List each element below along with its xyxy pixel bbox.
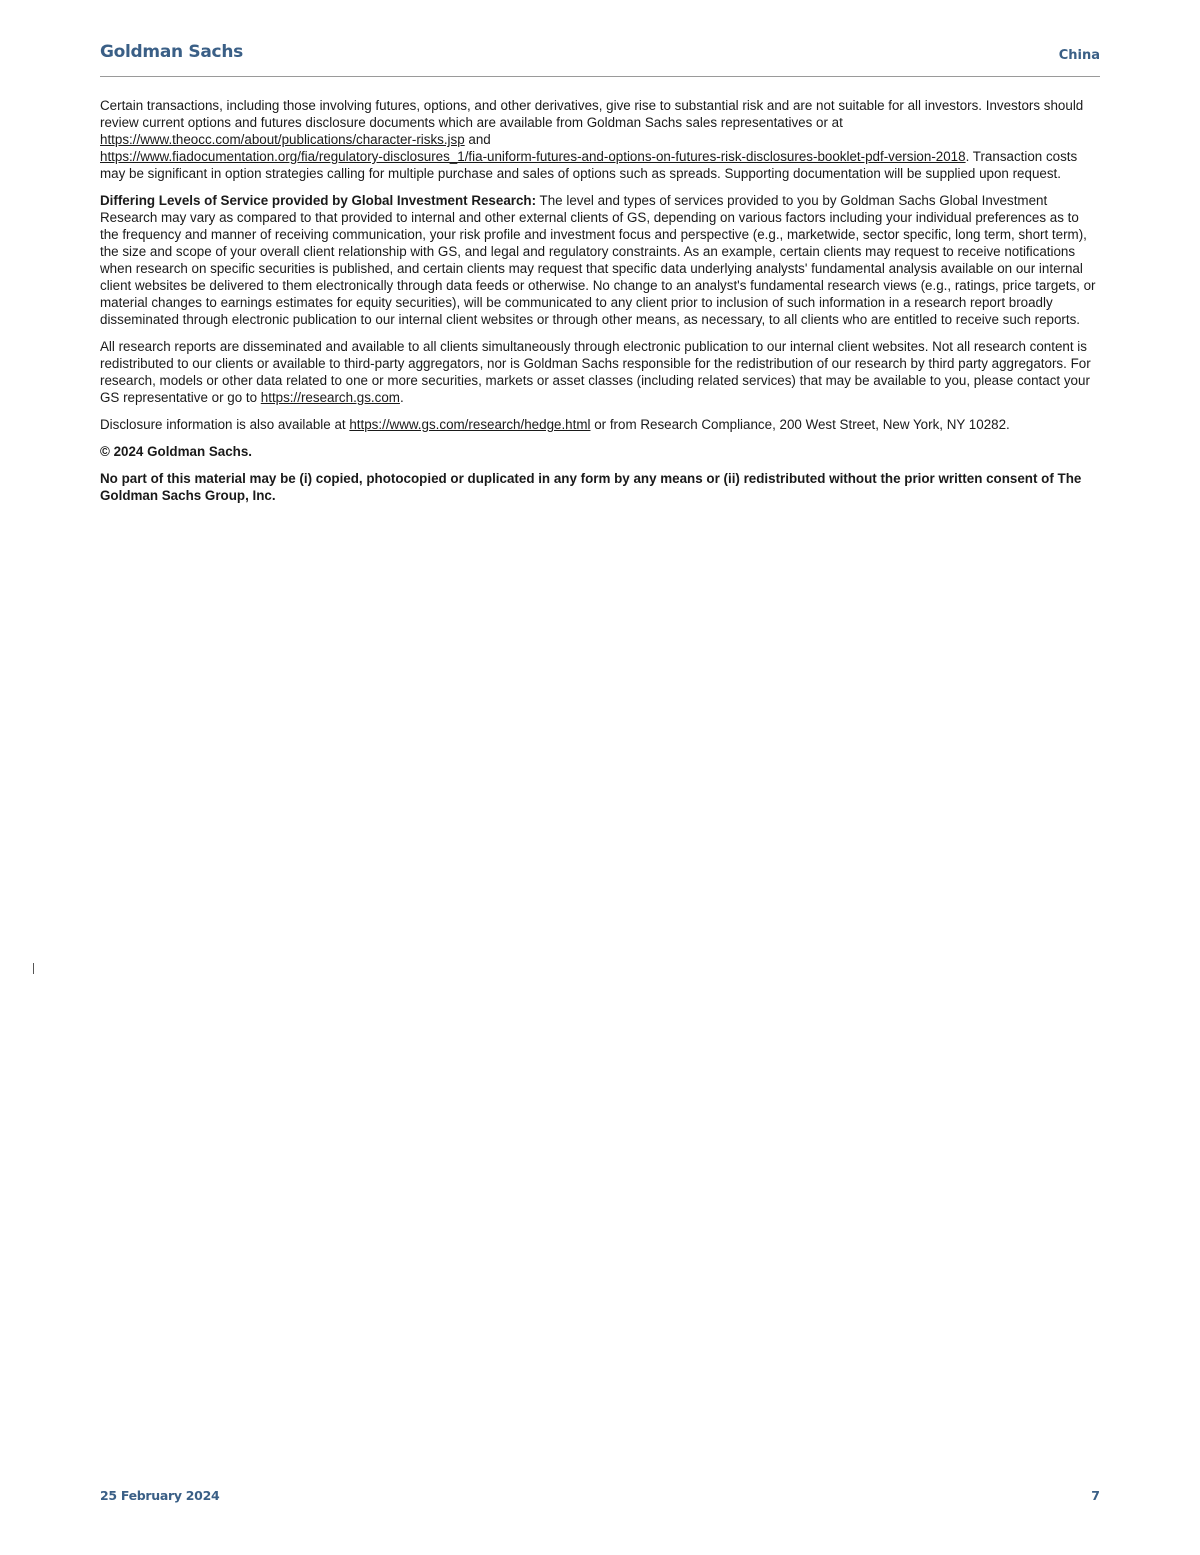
margin-mark: [33, 963, 34, 974]
dissemination-paragraph: [100, 338, 1100, 406]
research-portal-link[interactable]: https://research.gs.com: [260, 390, 400, 405]
disclosure-info-text-1: Disclosure information is also available at: [100, 417, 350, 432]
footer-date: 25 February 2024: [100, 1488, 220, 1503]
service-levels-paragraph: [100, 192, 1100, 328]
service-levels-text: The level and types of services provided to you by Goldman Sachs Global Investment Research may vary as compared to that provided to internal and other external clients of GS, depending on various factors including your individual preferences as to the frequency and manner of receiving communication, your risk profile and investment focus and perspective (e.g., marketwide, sector specific, long term, short term), the size and scope of your overall client relationship with GS, and legal and regulatory constraints. As an example, certain clients may request to receive notifications when research on specific securities is published, and certain clients may request that specific data underlying analysts' fundamental analysis available on our internal client websites be delivered to them electronically through data feeds or otherwise. No change to an analyst's fundamental research views (e.g., ratings, price targets, or material changes to earnings estimates for equity securities), will be communicated to any client prior to inclusion of such information in a research report broadly disseminated through electronic publication to our internal client websites or through other means, as necessary, to all clients who are entitled to receive such reports.: [100, 193, 1096, 327]
region-label: China: [1058, 48, 1100, 63]
occ-risk-link[interactable]: https://www.theocc.com/about/publications/character-risks.jsp: [100, 132, 465, 147]
derivatives-paragraph: [100, 97, 1100, 182]
derivatives-text-3: . Transaction costs may be significant in option strategies calling for multiple purchase and sales of options such as spreads. Supporting documentation will be supplied upon request.: [100, 149, 1078, 181]
disclosure-info-paragraph: [100, 416, 1100, 433]
disclosure-info-text-2: or from Research Compliance, 200 West Street, New York, NY 10282.: [590, 417, 1010, 432]
fia-disclosure-link[interactable]: https://www.fiadocumentation.org/fia/regulatory-disclosures_1/fia-uniform-futures-and-options-on-futures-risk-disclosures-booklet-pdf-version-2018: [100, 149, 966, 164]
dissemination-text-2: .: [399, 390, 404, 405]
brand-name: Goldman Sachs: [100, 42, 243, 62]
dissemination-text-1: All research reports are disseminated and available to all clients simultaneously through electronic publication to our internal client websites. Not all research content is redistributed to our clients or available to third-party aggregators, nor is Goldman Sachs responsible for the redistribution of our research by third party aggregators. For research, models or other data related to one or more securities, markets or asset classes (including related services) that may be available to you, please contact your GS representative or go to: [100, 339, 1091, 405]
derivatives-text-1: Certain transactions, including those involving futures, options, and other derivatives, give rise to substantial risk and are not suitable for all investors. Investors should review current options and futures disclosure documents which are available from Goldman Sachs sales representatives or at: [100, 98, 1084, 130]
disclosure-body: [100, 97, 1100, 514]
service-levels-heading: Differing Levels of Service provided by Global Investment Research:: [100, 193, 537, 208]
page-number: 7: [1091, 1488, 1100, 1503]
page-header: [100, 40, 1100, 77]
derivatives-text-2: and: [464, 132, 491, 147]
reproduction-notice: No part of this material may be (i) copied, photocopied or duplicated in any form by any means or (ii) redistributed without the prior written consent of The Goldman Sachs Group, Inc.: [100, 471, 1082, 503]
copyright-line: © 2024 Goldman Sachs.: [100, 444, 253, 459]
hedge-disclosure-link[interactable]: https://www.gs.com/research/hedge.html: [349, 417, 591, 432]
